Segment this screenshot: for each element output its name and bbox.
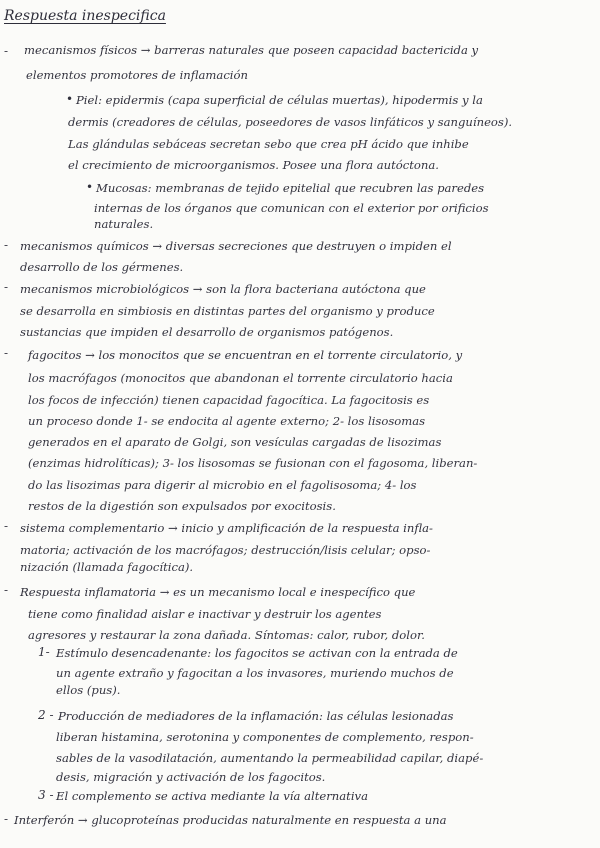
line-sistema-complementario: sistema complementario → inicio y amplificación de la respuesta infla- <box>20 521 433 535</box>
line-vasodilatacion: sables de la vasodilatación, aumentando la permeabilidad capilar, diapé- <box>56 751 484 765</box>
line-macrofagos: los macrófagos (monocitos que abandonan el torrente circulatorio hacia <box>28 371 453 385</box>
bullet-produccion: 2 - <box>38 708 54 722</box>
bullet-fagocitos: - <box>4 346 9 360</box>
line-agresores: agresores y restaurar la zona dañada. Síntomas: calor, rubor, dolor. <box>28 628 425 642</box>
line-matoria: matoria; activación de los macrófagos; destrucción/lisis celular; opso- <box>20 543 431 557</box>
line-elementos-promotores: elementos promotores de inflamación <box>26 68 248 82</box>
line-respuesta-inflamatoria: Respuesta inflamatoria → es un mecanismo local e inespecífico que <box>20 585 416 599</box>
line-dermis: dermis (creadores de células, poseedores de vasos linfáticos y sanguíneos). <box>68 115 513 129</box>
line-complemento: El complemento se activa mediante la vía alternativa <box>56 789 368 803</box>
line-proceso: un proceso donde 1- se endocita al agente externo; 2- los lisosomas <box>28 414 426 428</box>
bullet-respuesta-inflamatoria: - <box>4 583 9 597</box>
line-pus: ellos (pus). <box>56 683 121 697</box>
line-nizacion: nización (llamada fagocítica). <box>20 560 194 574</box>
line-simbiosis: se desarrolla en simbiosis en distintas partes del organismo y produce <box>20 304 435 318</box>
bullet-sistema-complementario: - <box>4 519 9 533</box>
line-golgi: generados en el aparato de Golgi, son vesículas cargadas de lisozimas <box>28 435 442 449</box>
line-desarrollo-germenes: desarrollo de los gérmenes. <box>20 260 184 274</box>
line-estimulo: Estímulo desencadenante: los fagocitos se activan con la entrada de <box>56 646 458 660</box>
line-restos: restos de la digestión son expulsados por exocitosis. <box>28 499 336 513</box>
line-mecanismos-fisicos: mecanismos físicos → barreras naturales que poseen capacidad bactericida y <box>24 43 479 57</box>
bullet-piel: • <box>66 92 74 106</box>
bullet-mecanismos-quimicos: - <box>4 238 9 252</box>
line-glandulas: Las glándulas sebáceas secretan sebo que crea pH ácido que inhibe <box>68 137 469 151</box>
bullet-mecanismos-microbiologicos: - <box>4 280 9 294</box>
page-title: Respuesta inespecifica <box>4 8 166 24</box>
bullet-complemento: 3 - <box>38 788 54 802</box>
line-mecanismos-microbiologicos: mecanismos microbiológicos → son la flora bacteriana autóctona que <box>20 282 426 296</box>
line-crecimiento: el crecimiento de microorganismos. Posee una flora autóctona. <box>68 158 439 172</box>
line-interferon: Interferón → glucoproteínas producidas naturalmente en respuesta a una <box>14 813 447 827</box>
line-agente-extrano: un agente extraño y fagocitan a los invasores, muriendo muchos de <box>56 666 454 680</box>
line-histamina: liberan histamina, serotonina y componentes de complemento, respon- <box>56 730 474 744</box>
line-focos-infeccion: los focos de infección) tienen capacidad fagocítica. La fagocitosis es <box>28 393 430 407</box>
line-fagocitos: fagocitos → los monocitos que se encuentran en el torrente circulatorio, y <box>28 348 463 362</box>
bullet-mecanismos-fisicos: - <box>4 44 9 58</box>
line-piel: Piel: epidermis (capa superficial de células muertas), hipodermis y la <box>76 93 483 107</box>
bullet-estimulo: 1- <box>38 645 50 659</box>
line-migracion: desis, migración y activación de los fagocitos. <box>56 770 326 784</box>
line-enzimas: (enzimas hidrolíticas); 3- los lisosomas se fusionan con el fagosoma, liberan- <box>28 456 478 470</box>
line-sustancias: sustancias que impiden el desarrollo de organismos patógenos. <box>20 325 394 339</box>
line-lisozimas: do las lisozimas para digerir al microbio en el fagolisosoma; 4- los <box>28 478 417 492</box>
line-finalidad: tiene como finalidad aislar e inactivar y destruir los agentes <box>28 607 382 621</box>
line-internas: internas de los órganos que comunican con el exterior por orificios <box>94 201 489 215</box>
line-naturales: naturales. <box>94 217 154 231</box>
line-mucosas: Mucosas: membranas de tejido epitelial que recubren las paredes <box>96 181 485 195</box>
bullet-mucosas: • <box>86 180 94 194</box>
line-produccion: Producción de mediadores de la inflamación: las células lesionadas <box>58 709 454 723</box>
bullet-interferon: - <box>4 812 9 826</box>
line-mecanismos-quimicos: mecanismos químicos → diversas secreciones que destruyen o impiden el <box>20 239 452 253</box>
